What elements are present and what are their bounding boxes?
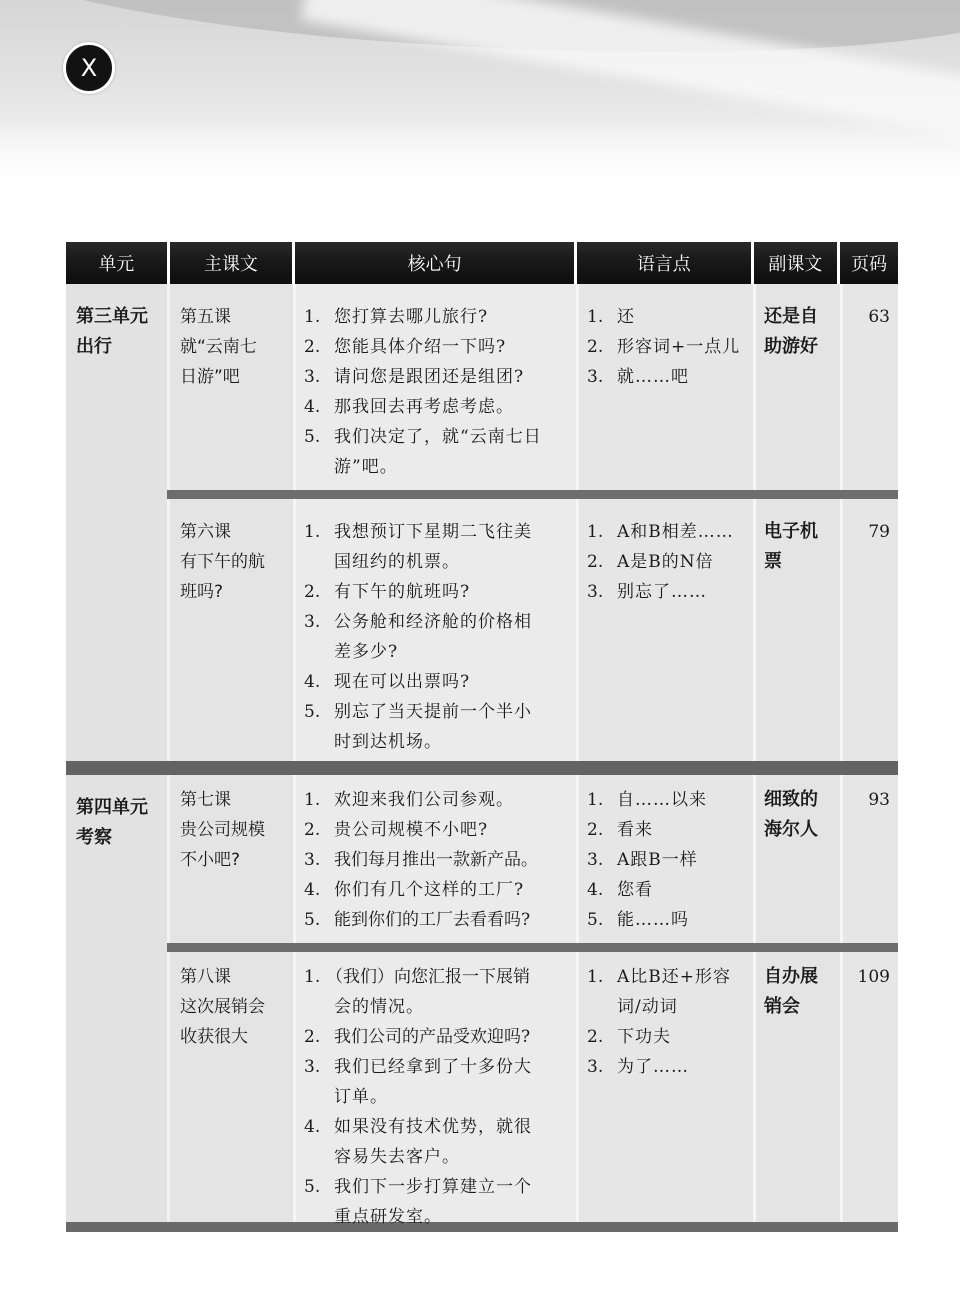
sub-text-line: 还是自 <box>764 306 818 327</box>
language-item <box>587 1052 753 1082</box>
item-text <box>334 517 576 577</box>
language-points <box>576 952 753 1222</box>
language-points <box>576 284 753 490</box>
unit-title <box>66 775 167 1222</box>
unit-name: 出行 <box>76 336 112 357</box>
item-number: 3. <box>587 1057 604 1077</box>
item-number: 2. <box>304 582 321 602</box>
header-language-points: 语言点 <box>577 242 750 284</box>
item-number: 5. <box>304 910 321 930</box>
core-item <box>304 1022 576 1052</box>
table-body <box>66 284 898 1232</box>
item-number: 3. <box>304 1057 321 1077</box>
core-item <box>304 607 576 667</box>
core-item <box>304 577 576 607</box>
core-item <box>304 875 576 905</box>
unit-divider <box>66 761 898 775</box>
item-text-line: 时到达机场。 <box>334 732 442 752</box>
unit-number: 第四单元 <box>76 797 148 818</box>
item-number: 3. <box>587 582 604 602</box>
sub-text-line: 助游好 <box>764 336 818 357</box>
item-number: 2. <box>587 1027 604 1047</box>
item-text: 别忘了…… <box>617 582 707 602</box>
item-text-line: 订单。 <box>334 1087 388 1107</box>
item-number: 1. <box>304 967 321 987</box>
language-item <box>587 577 753 607</box>
lesson-name-line: 有下午的航 <box>180 552 265 572</box>
language-item <box>587 302 753 332</box>
lesson-title[interactable] <box>167 952 293 1222</box>
item-text-line: 重点研发室。 <box>334 1207 442 1227</box>
lesson-number: 第七课 <box>180 790 231 810</box>
lesson-name-line: 贵公司规模 <box>180 820 265 840</box>
item-number: 1. <box>587 307 604 327</box>
core-item <box>304 785 576 815</box>
item-text: 为了…… <box>617 1057 689 1077</box>
item-number: 3. <box>304 612 321 632</box>
core-item <box>304 1052 576 1112</box>
item-text <box>334 607 576 667</box>
item-text-line: 国纽约的机票。 <box>334 552 460 572</box>
item-text: 下功夫 <box>617 1027 671 1047</box>
item-number: 2. <box>587 337 604 357</box>
item-number: 1. <box>587 522 604 542</box>
lesson-title[interactable] <box>167 499 293 761</box>
language-item <box>587 785 753 815</box>
core-item <box>304 815 576 845</box>
item-number: 2. <box>587 552 604 572</box>
lesson-divider <box>167 490 898 499</box>
item-text-line: 会的情况。 <box>334 997 424 1017</box>
item-text-line: 游”吧。 <box>334 457 398 477</box>
sub-text-line: 海尔人 <box>764 819 818 840</box>
item-text-line: 别忘了当天提前一个半小 <box>334 702 532 722</box>
sub-text-line: 自办展 <box>764 966 818 987</box>
item-number: 4. <box>587 880 604 900</box>
header-page: 页码 <box>840 242 898 284</box>
lesson-row <box>167 775 898 943</box>
language-item <box>587 547 753 577</box>
lesson-row <box>167 284 898 490</box>
item-text-line: 我们已经拿到了十多份大 <box>334 1057 532 1077</box>
item-text: 现在可以出票吗? <box>334 672 471 692</box>
item-number: 5. <box>304 427 321 447</box>
core-item <box>304 905 576 935</box>
item-number: 5. <box>304 1177 321 1197</box>
item-number: 5. <box>587 910 604 930</box>
sub-text-line: 电子机 <box>764 521 818 542</box>
core-item <box>304 517 576 577</box>
item-text: 请问您是跟团还是组团? <box>334 367 525 387</box>
unit-row <box>66 284 898 761</box>
lesson-group <box>167 284 898 761</box>
language-points <box>576 499 753 761</box>
item-text: 我们每月推出一款新产品。 <box>334 850 538 870</box>
lesson-name-line: 不小吧? <box>180 850 241 870</box>
item-text: 看来 <box>617 820 653 840</box>
lesson-name-line: 日游”吧 <box>180 367 240 387</box>
sub-text-line: 销会 <box>764 996 800 1017</box>
item-text <box>334 697 576 757</box>
item-text <box>334 1112 576 1172</box>
unit-title <box>66 284 167 761</box>
item-number: 5. <box>304 702 321 722</box>
item-number: 4. <box>304 880 321 900</box>
unit-number: 第三单元 <box>76 306 148 327</box>
item-text: 能……吗 <box>617 910 689 930</box>
lesson-name-line: 就“云南七 <box>180 337 257 357</box>
item-number: 2. <box>587 820 604 840</box>
item-text: 有下午的航班吗? <box>334 582 471 602</box>
item-text: A是B的N倍 <box>617 552 714 572</box>
sub-text-title[interactable] <box>753 499 840 761</box>
item-number: 2. <box>304 337 321 357</box>
language-item <box>587 332 753 362</box>
lesson-number: 第六课 <box>180 522 231 542</box>
item-text-line: 如果没有技术优势，就很 <box>334 1117 532 1137</box>
item-number: 1. <box>304 522 321 542</box>
item-text: 您打算去哪儿旅行? <box>334 307 489 327</box>
item-number: 1. <box>304 307 321 327</box>
item-text <box>326 962 576 1022</box>
language-item <box>587 362 753 392</box>
item-text: 形容词+一点儿 <box>617 337 741 357</box>
item-text: 您看 <box>617 880 653 900</box>
item-text: 那我回去再考虑考虑。 <box>334 397 514 417</box>
core-item <box>304 362 576 392</box>
item-text <box>334 1052 576 1112</box>
item-text-line: 容易失去客户。 <box>334 1147 460 1167</box>
core-item <box>304 845 576 875</box>
item-number: 2. <box>304 820 321 840</box>
item-text: A和B相差…… <box>617 522 734 542</box>
core-sentences <box>293 952 576 1227</box>
language-item <box>587 1022 753 1052</box>
core-item <box>304 332 576 362</box>
item-text: 我们公司的产品受欢迎吗? <box>334 1027 531 1047</box>
item-text-line: 我想预订下星期二飞往美 <box>334 522 532 542</box>
header-core-sentences: 核心句 <box>295 242 574 284</box>
language-item <box>587 815 753 845</box>
item-number: 3. <box>304 850 321 870</box>
item-number: 3. <box>587 850 604 870</box>
table-header <box>66 242 898 284</box>
lesson-number: 第八课 <box>180 967 231 987</box>
item-text: 欢迎来我们公司参观。 <box>334 790 514 810</box>
lesson-name-line: 班吗? <box>180 582 224 602</box>
language-item <box>587 962 753 1022</box>
lesson-title[interactable] <box>167 284 293 490</box>
table-of-contents <box>66 242 898 1232</box>
item-number: 3. <box>304 367 321 387</box>
item-number: 1. <box>304 790 321 810</box>
lesson-group <box>167 775 898 1227</box>
header-unit: 单元 <box>66 242 167 284</box>
item-text: A跟B一样 <box>617 850 698 870</box>
core-item <box>304 392 576 422</box>
language-item <box>587 517 753 547</box>
item-number: 4. <box>304 672 321 692</box>
item-number: 3. <box>587 367 604 387</box>
page-number[interactable]: 63 <box>840 284 898 490</box>
close-icon: X <box>80 54 98 82</box>
lesson-name-line: 这次展销会 <box>180 997 265 1017</box>
item-text-line: （我们）向您汇报一下展销 <box>326 967 530 987</box>
lesson-divider <box>167 943 898 952</box>
item-number: 4. <box>304 397 321 417</box>
core-item <box>304 697 576 757</box>
lesson-number: 第五课 <box>180 307 231 327</box>
item-text-line: 我们决定了，就“云南七日 <box>334 427 542 447</box>
unit-row <box>66 775 898 1227</box>
item-text: 还 <box>617 307 635 327</box>
core-item <box>304 962 576 1022</box>
core-item <box>304 422 576 482</box>
item-number: 1. <box>587 967 604 987</box>
item-text: 就……吧 <box>617 367 689 387</box>
core-sentences <box>293 499 576 761</box>
sub-text-title[interactable] <box>753 952 840 1222</box>
item-number: 4. <box>304 1117 321 1137</box>
core-item <box>304 1172 576 1232</box>
sub-text-line: 票 <box>764 551 782 572</box>
sub-text-line: 细致的 <box>764 789 818 810</box>
header-sub-text: 副课文 <box>754 242 838 284</box>
lesson-title[interactable] <box>167 775 293 943</box>
language-item <box>587 905 753 935</box>
core-item <box>304 667 576 697</box>
lesson-row <box>167 499 898 761</box>
item-number: 2. <box>304 1027 321 1047</box>
item-text: 贵公司规模不小吧? <box>334 820 489 840</box>
item-text-line: 差多少? <box>334 642 399 662</box>
banner-fade <box>0 120 960 200</box>
core-sentences <box>293 284 576 490</box>
item-text: 您能具体介绍一下吗? <box>334 337 507 357</box>
language-item <box>587 845 753 875</box>
language-points <box>576 775 753 943</box>
item-number: 1. <box>587 790 604 810</box>
item-text: 自……以来 <box>617 790 707 810</box>
lesson-row <box>167 952 898 1227</box>
item-text-line: 公务舱和经济舱的价格相 <box>334 612 532 632</box>
header-main-text: 主课文 <box>170 242 293 284</box>
lesson-name-line: 收获很大 <box>180 1027 248 1047</box>
sub-text-title[interactable] <box>753 775 840 943</box>
page-number[interactable]: 93 <box>840 775 898 943</box>
sub-text-title[interactable] <box>753 284 840 490</box>
page-number[interactable]: 109 <box>840 952 898 1222</box>
core-item <box>304 302 576 332</box>
language-item <box>587 875 753 905</box>
header-banner <box>0 0 960 200</box>
item-text: 能到你们的工厂去看看吗? <box>334 910 531 930</box>
core-sentences <box>293 775 576 943</box>
item-text <box>334 1172 576 1232</box>
item-text-line: A比B还+形容 <box>617 967 732 987</box>
page-number[interactable]: 79 <box>840 499 898 761</box>
unit-name: 考察 <box>76 827 112 848</box>
item-text <box>617 962 753 1022</box>
item-text-line: 我们下一步打算建立一个 <box>334 1177 532 1197</box>
item-text: 你们有几个这样的工厂? <box>334 880 525 900</box>
item-text-line: 词/动词 <box>617 997 678 1017</box>
item-text <box>334 422 576 482</box>
core-item <box>304 1112 576 1172</box>
close-button[interactable] <box>63 42 115 94</box>
